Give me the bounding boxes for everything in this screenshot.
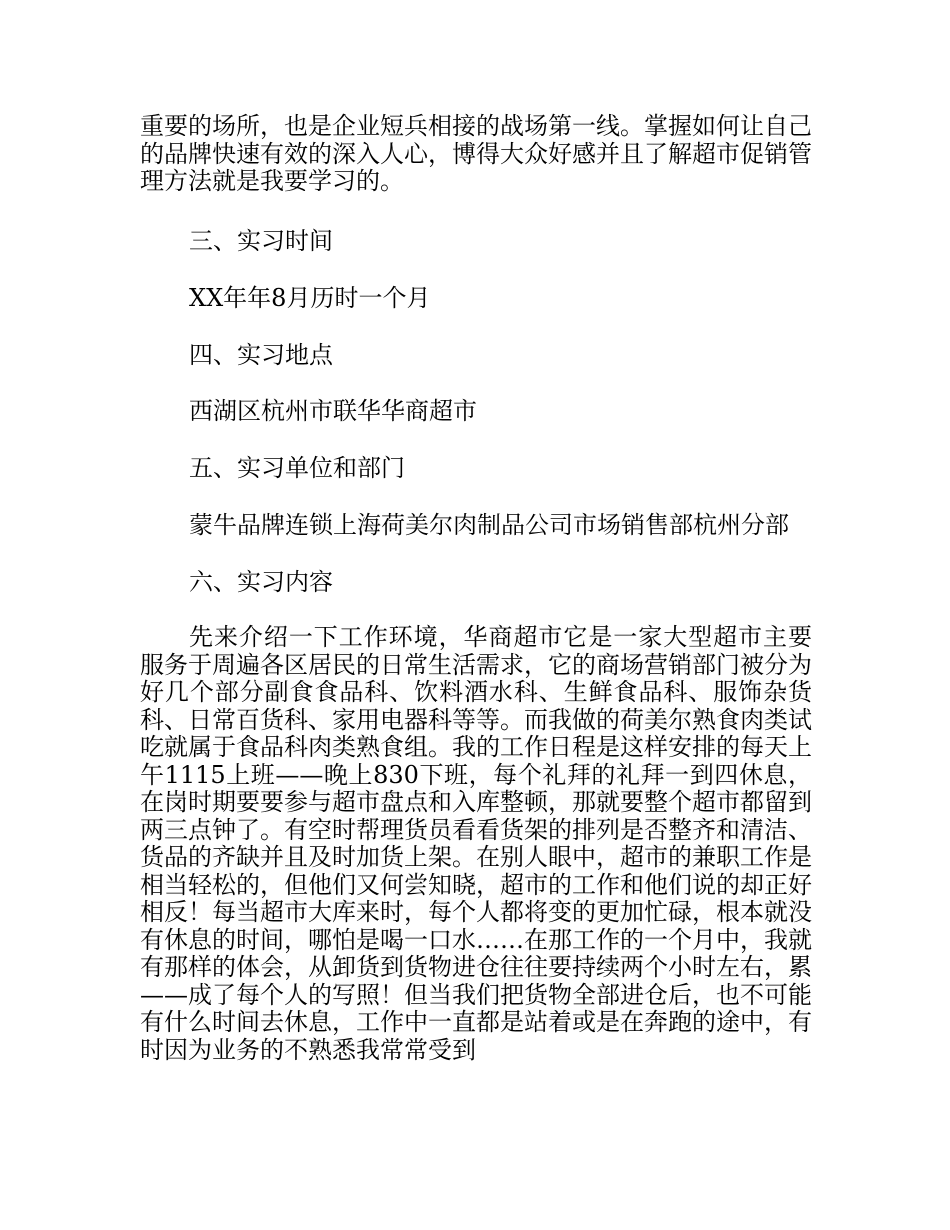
- internship-time-text: XX年年8月历时一个月: [189, 284, 431, 312]
- internship-location-text: 西湖区杭州市联华华商超市: [189, 397, 477, 425]
- section-heading-internship-time: 三、实习时间: [189, 227, 333, 255]
- internship-unit-text: 蒙牛品牌连锁上海荷美尔肉制品公司市场销售部杭州分部: [189, 511, 789, 539]
- internship-content-paragraph: 先来介绍一下工作环境，华商超市它是一家大型超市主要服务于周遍各区居民的日常生活需求，它的商场营销部门被分为好几个部分副食食品科、饮料酒水科、生鲜食品科、服饰杂货科、日常百货科、家用电器科等等。而我做的荷美尔熟食肉类试吃就属于食品科肉类熟食组。我的工作日程是这样安排的每天上午1115上班——晚上830下班，每个礼拜的礼拜一到四休息，在岗时期要要参与超市盘点和入库整顿，那就要整个超市都留到两三点钟了。有空时帮理货员看看货架的排列是否整齐和清洁、货品的齐缺并且及时加货上架。在别人眼中，超市的兼职工作是相当轻松的，但他们又何尝知晓，超市的工作和他们说的却正好相反！每当超市大库来时，每个人都将变的更加忙碌，根本就没有休息的时间，哪怕是喝一口水……在那工作的一个月中，我就有那样的体会，从卸货到货物进仓往往要持续两个小时左右，累——成了每个人的写照！但当我们把货物全部进仓后，也不可能有什么时间去休息，工作中一直都是站着或是在奔跑的途中，有时因为业务的不熟悉我常常受到: [140, 623, 812, 1064]
- section-heading-internship-location: 四、实习地点: [189, 341, 333, 369]
- section-heading-internship-content: 六、实习内容: [189, 568, 333, 596]
- intro-paragraph: 重要的场所，也是企业短兵相接的战场第一线。掌握如何让自己的品牌快速有效的深入人心，博得大众好感并且了解超市促销管理方法就是我要学习的。: [140, 112, 812, 195]
- section-heading-internship-unit: 五、实习单位和部门: [189, 454, 405, 482]
